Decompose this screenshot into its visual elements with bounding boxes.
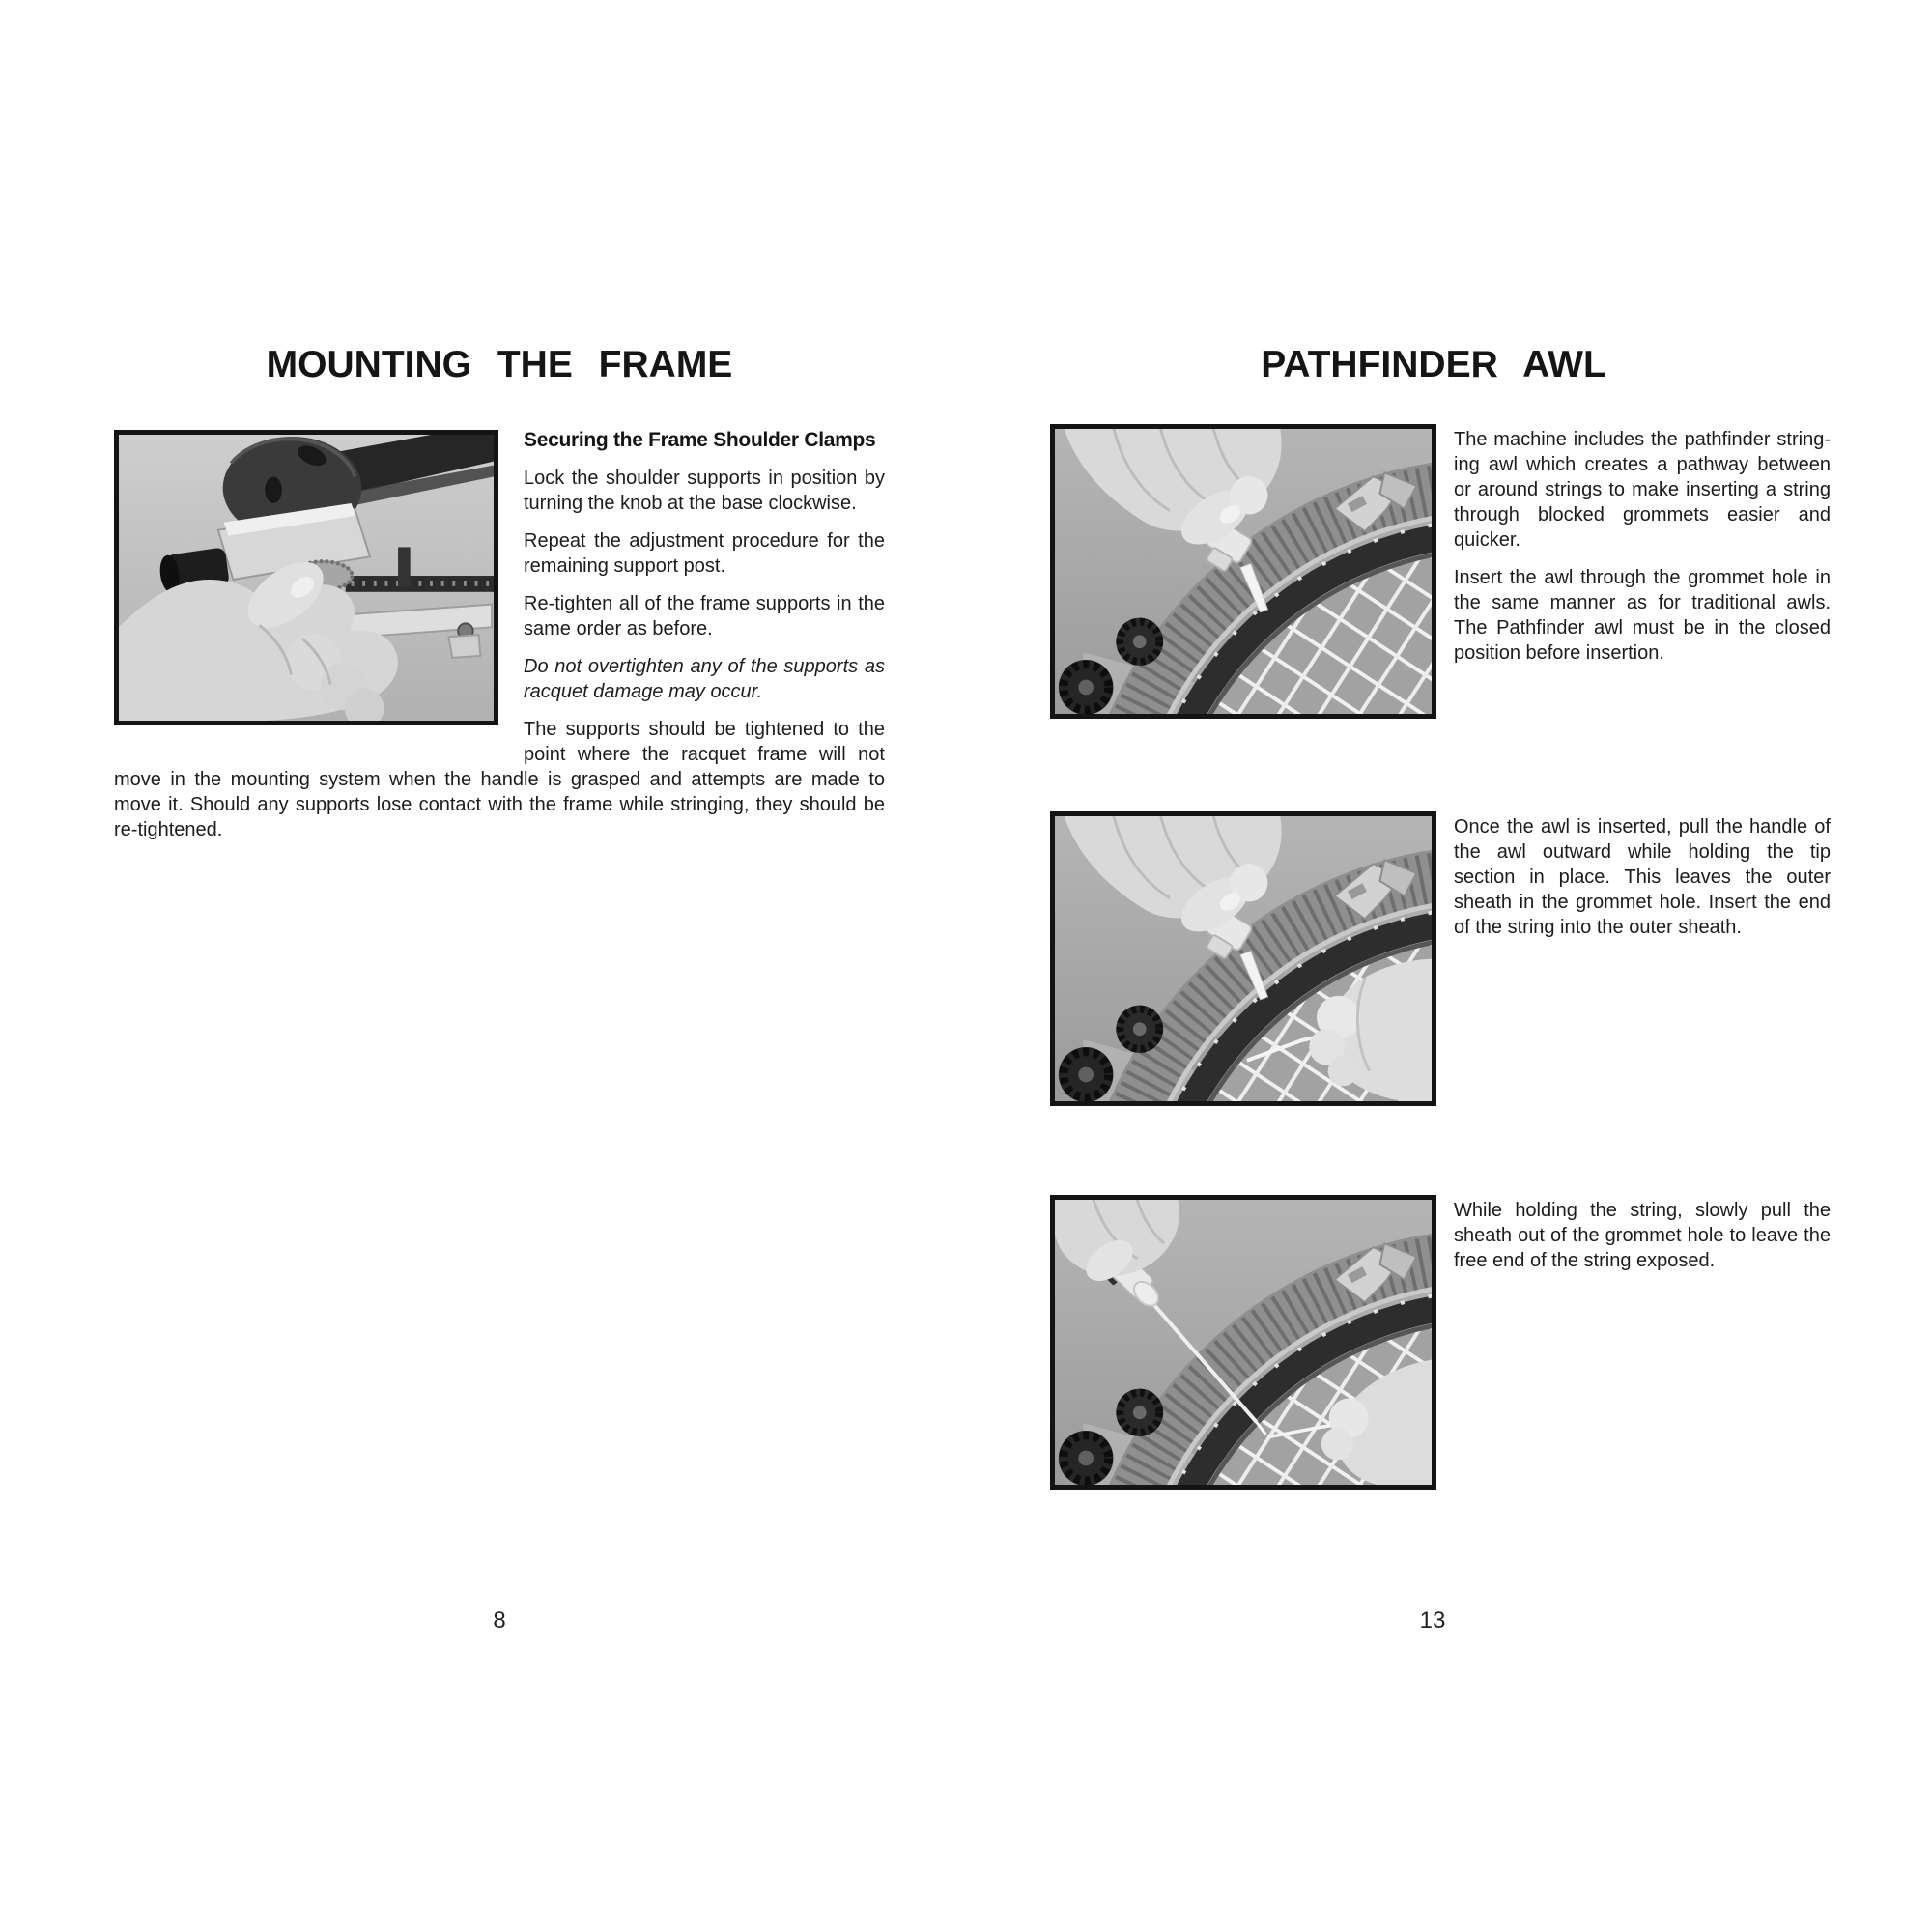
page-title-mounting: MOUNTING THE FRAME: [266, 344, 733, 385]
page-title-pathfinder: PATHFINDER AWL: [1261, 344, 1606, 385]
awl-insertion-illustration: [1055, 429, 1432, 714]
paragraph: Re-tighten all of the frame supports in the same order as before.: [524, 593, 885, 639]
shoulder-clamp-illustration: [119, 435, 494, 721]
paragraph: Once the awl is inserted, pull the handle of the awl outward while holding the tip section in place. This leaves the outer sheath in the grommet hole. Insert the end of the string into the outer sheath.: [1454, 816, 1831, 938]
paragraph: The machine includes the pathfinder stringing awl which creates a pathway between or around strings to make inserting a string through blocked grommets easier and quicker.: [1454, 429, 1831, 551]
awl-step-1-text: [1454, 427, 1831, 678]
page-number-left: 8: [493, 1607, 506, 1634]
section-heading: Securing the Frame Shoulder Clamps: [524, 429, 876, 451]
paragraph: Lock the shoulder supports in position by turning the knob at the base clockwise.: [524, 468, 885, 514]
closing-paragraph: The supports should be tightened to the point where the racquet frame will not move in the mounting system when the handle is grasped and attempts are made to move it. Should any supports lose contact with the frame while stringing, they should be re-tightened.: [114, 719, 885, 840]
caution-note: Do not overtighten any of the supports as racquet damage may occur.: [524, 656, 885, 702]
sheath-removal-illustration: [1055, 1200, 1432, 1485]
awl-step-3-text: [1454, 1198, 1831, 1286]
awl-handle-pull-photo: [1050, 811, 1436, 1106]
awl-insertion-photo: [1050, 424, 1436, 719]
shoulder-clamp-photo: [114, 430, 498, 725]
mounting-text-flow: [114, 428, 885, 855]
awl-handle-pull-illustration: [1055, 816, 1432, 1101]
sheath-removal-photo: [1050, 1195, 1436, 1490]
paragraph: Repeat the adjustment procedure for the remaining support post.: [524, 530, 885, 577]
awl-step-2-text: [1454, 814, 1831, 952]
paragraph: While holding the string, slowly pull the sheath out of the grommet hole to leave the free end of the string exposed.: [1454, 1200, 1831, 1271]
page-number-right: 13: [1419, 1607, 1446, 1634]
paragraph: Insert the awl through the grommet hole in the same manner as for traditional awls. The Pathfinder awl must be in the closed position before insertion.: [1454, 567, 1831, 664]
